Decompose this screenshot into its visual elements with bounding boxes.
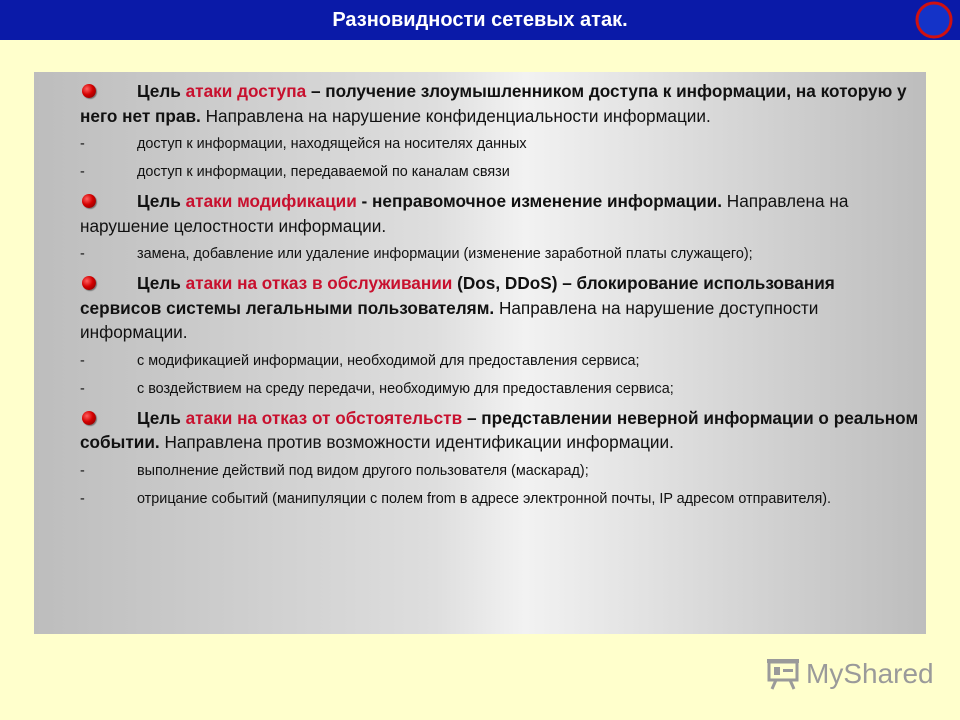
sub-text: отрицание событий (манипуляции с полем from в адресе электронной почты, IP адресом отправителя). xyxy=(137,490,832,507)
block-highlight: атаки на отказ в обслуживании xyxy=(185,273,453,293)
presentation-board-icon xyxy=(766,658,800,690)
sub-text: доступ к информации, находящейся на носителях данных xyxy=(137,136,527,152)
sub-item xyxy=(80,133,920,155)
sub-dash: - xyxy=(80,380,85,397)
block-normal-text: Направлена на нарушение доступности информации. xyxy=(80,297,819,342)
content-body xyxy=(80,79,920,516)
attack-block-dos xyxy=(80,271,920,345)
sub-dash: - xyxy=(80,490,85,507)
block-highlight: атаки доступа xyxy=(185,81,307,101)
attack-block-modification xyxy=(80,189,920,238)
myshared-logo[interactable] xyxy=(766,656,934,692)
block-bold-text: – получение злоумышленником доступа к информации, на которую у него нет прав. xyxy=(80,81,907,126)
sub-text: с модификацией информации, необходимой для предоставления сервиса; xyxy=(137,352,640,369)
sub-item xyxy=(80,378,920,400)
block-lead: Цель xyxy=(137,81,186,101)
attack-block-access xyxy=(80,79,920,128)
sub-item xyxy=(80,161,920,183)
bullet-icon xyxy=(82,411,96,425)
block-lead: Цель xyxy=(137,407,186,428)
block-normal-text: Направлена против возможности идентификации информации. xyxy=(159,432,674,452)
block-bold-text: (Dos, DDoS) – блокирование использования сервисов системы легальными пользователям. xyxy=(80,273,835,318)
sub-text: с воздействием на среду передачи, необходимую для предоставления сервиса; xyxy=(137,380,674,397)
bullet-icon xyxy=(82,194,96,208)
block-highlight: атаки модификации xyxy=(185,191,357,211)
bullet-icon xyxy=(82,84,96,98)
slide-title-bar xyxy=(0,0,960,40)
block-normal-text: Направлена на нарушение конфиденциальности информации. xyxy=(200,105,711,126)
bullet-icon xyxy=(82,276,96,290)
sub-text: замена, добавление или удаление информации (изменение заработной платы служащего); xyxy=(137,246,753,262)
slide-title: Разновидности сетевых атак. xyxy=(332,8,628,31)
sub-dash: - xyxy=(80,352,85,369)
sub-item xyxy=(80,350,920,372)
block-normal-text: Направлена на нарушение целостности информации. xyxy=(80,191,849,236)
attack-block-repudiation xyxy=(80,406,920,455)
block-highlight: атаки на отказ от обстоятельств xyxy=(185,407,463,428)
sub-item xyxy=(80,460,920,482)
block-lead: Цель xyxy=(137,191,186,211)
ring-icon xyxy=(914,0,954,40)
sub-dash: - xyxy=(80,462,85,479)
sub-text: доступ к информации, передаваемой по каналам связи xyxy=(137,164,510,180)
sub-text: выполнение действий под видом другого пользователя (маскарад); xyxy=(137,462,589,479)
block-bold-text: - неправомочное изменение информации. xyxy=(356,191,723,211)
sub-dash: - xyxy=(80,164,85,180)
sub-item xyxy=(80,243,920,265)
logo-text: MyShared xyxy=(806,658,934,689)
sub-dash: - xyxy=(80,246,85,262)
sub-dash: - xyxy=(80,136,85,152)
block-bold-text: – представлении неверной информации о реальном событии. xyxy=(80,407,919,452)
block-lead: Цель xyxy=(137,273,186,293)
sub-item xyxy=(80,488,920,510)
